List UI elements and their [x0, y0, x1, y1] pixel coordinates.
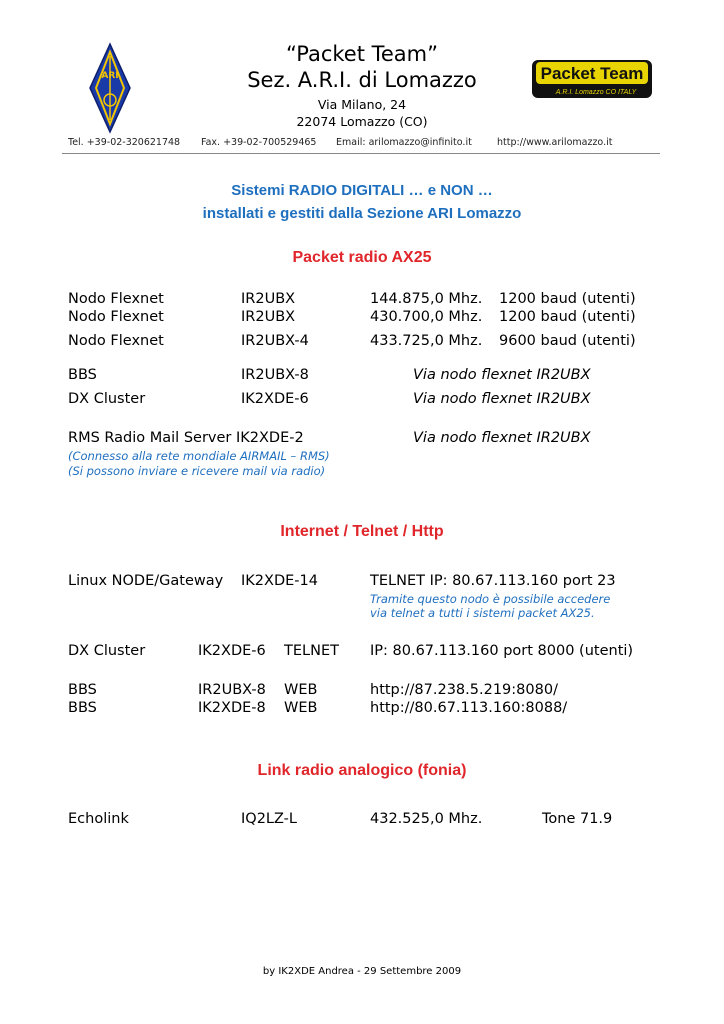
packet-row-info: 1200 baud (utenti): [499, 309, 636, 325]
dx-cluster-via: Via nodo flexnet IR2UBX: [413, 391, 591, 407]
rms-note: (Connesso alla rete mondiale AIRMAIL – RMS): [68, 449, 330, 463]
linux-node-name: Linux NODE/Gateway: [68, 573, 224, 589]
web-bbs-call: IK2XDE-8: [198, 700, 266, 716]
echolink-freq: 432.525,0 Mhz.: [370, 811, 483, 827]
echolink-tone: Tone 71.9: [542, 811, 613, 827]
web-bbs-name: BBS: [68, 682, 97, 698]
rms-note: (Si possono inviare e ricevere mail via radio): [68, 464, 326, 478]
packet-row-freq: 430.700,0 Mhz.: [370, 309, 483, 325]
intro-heading-line2: installati e gestiti dalla Sezione ARI Lomazzo: [202, 205, 522, 222]
rms-name: RMS Radio Mail Server IK2XDE-2: [68, 430, 304, 446]
footer-credit: by IK2XDE Andrea - 29 Settembre 2009: [262, 966, 462, 977]
web-bbs-proto: WEB: [284, 700, 318, 716]
bbs-via: Via nodo flexnet IR2UBX: [413, 367, 591, 383]
internet-heading: Internet / Telnet / Http: [280, 523, 444, 540]
linux-node-call: IK2XDE-14: [241, 573, 318, 589]
packet-row-name: Nodo Flexnet: [68, 291, 164, 307]
header-address-city: 22074 Lomazzo (CO): [296, 114, 428, 129]
echolink-call: IQ2LZ-L: [241, 811, 297, 827]
packet-row-call: IR2UBX-4: [241, 333, 309, 349]
svg-text:Packet Team: Packet Team: [540, 64, 644, 83]
packet-row-info: 9600 baud (utenti): [499, 333, 636, 349]
packet-row-name: Nodo Flexnet: [68, 309, 164, 325]
packet-team-logo: [530, 56, 654, 100]
web-bbs-call: IR2UBX-8: [198, 682, 266, 698]
bbs-call: IR2UBX-8: [241, 367, 309, 383]
web-bbs-url[interactable]: http://80.67.113.160:8088/: [370, 700, 568, 716]
linux-node-info: TELNET IP: 80.67.113.160 port 23: [370, 573, 616, 589]
web-bbs-proto: WEB: [284, 682, 318, 698]
web-bbs-url[interactable]: http://87.238.5.219:8080/: [370, 682, 558, 698]
linux-node-note: Tramite questo nodo è possibile accedere: [370, 592, 611, 606]
packet-heading: Packet radio AX25: [292, 249, 432, 266]
packet-row-call: IR2UBX: [241, 309, 296, 325]
ari-logo: [88, 42, 132, 134]
analog-heading: Link radio analogico (fonia): [257, 762, 467, 779]
svg-text:A.R.I. Lomazzo CO ITALY: A.R.I. Lomazzo CO ITALY: [555, 89, 637, 96]
header-address-street: Via Milano, 24: [317, 97, 407, 112]
dx-cluster-name: DX Cluster: [68, 391, 146, 407]
contact-fax: Fax. +39-02-700529465: [201, 137, 317, 148]
telnet-dx-call: IK2XDE-6: [198, 643, 266, 659]
header-title-line1: “Packet Team”: [286, 42, 438, 66]
bbs-name: BBS: [68, 367, 97, 383]
header-divider: [62, 153, 660, 154]
packet-row-info: 1200 baud (utenti): [499, 291, 636, 307]
contact-website[interactable]: http://www.arilomazzo.it: [497, 137, 613, 148]
svg-text:ARI: ARI: [101, 71, 119, 81]
contact-email[interactable]: Email: arilomazzo@infinito.it: [336, 137, 472, 148]
contact-tel: Tel. +39-02-320621748: [68, 137, 181, 148]
header-title-line2: Sez. A.R.I. di Lomazzo: [247, 68, 477, 92]
packet-row-name: Nodo Flexnet: [68, 333, 164, 349]
packet-row-freq: 144.875,0 Mhz.: [370, 291, 483, 307]
rms-via: Via nodo flexnet IR2UBX: [413, 430, 591, 446]
web-bbs-name: BBS: [68, 700, 97, 716]
packet-row-freq: 433.725,0 Mhz.: [370, 333, 483, 349]
echolink-name: Echolink: [68, 811, 129, 827]
telnet-dx-name: DX Cluster: [68, 643, 146, 659]
telnet-dx-info: IP: 80.67.113.160 port 8000 (utenti): [370, 643, 634, 659]
intro-heading-line1: Sistemi RADIO DIGITALI … e NON …: [231, 182, 493, 199]
packet-row-call: IR2UBX: [241, 291, 296, 307]
telnet-dx-proto: TELNET: [284, 643, 339, 659]
dx-cluster-call: IK2XDE-6: [241, 391, 309, 407]
linux-node-note: via telnet a tutti i sistemi packet AX25.: [370, 606, 595, 620]
